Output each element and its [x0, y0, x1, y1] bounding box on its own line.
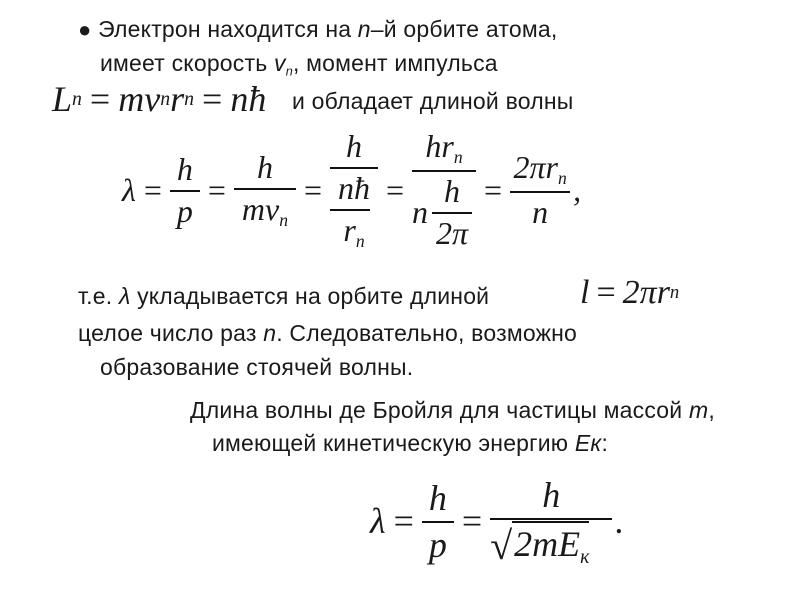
- line4-tail: укладывается на орбите длиной: [130, 283, 490, 309]
- den-2pi: 2π: [436, 215, 469, 252]
- f-L-sub: n: [72, 87, 82, 110]
- line-7: [190, 397, 715, 424]
- line-3-text: и обладает длиной волны: [292, 88, 574, 114]
- frac-h-mv: [234, 149, 296, 231]
- line2-sub: n: [285, 64, 293, 79]
- db-lambda: λ: [370, 501, 386, 542]
- comma: ,: [573, 171, 582, 208]
- inner-hbar: ħ: [354, 170, 370, 206]
- line5-text: целое число раз: [78, 320, 264, 346]
- eq-c: =: [303, 171, 322, 208]
- eq-b: =: [207, 171, 226, 208]
- den-v-sub: n: [279, 210, 288, 231]
- angular-momentum-formula: [52, 78, 266, 120]
- db-k: к: [580, 545, 590, 568]
- l-r-sub: n: [669, 282, 680, 303]
- inner-frac: [330, 170, 378, 252]
- num-r5: r: [545, 149, 558, 185]
- f-r-sub: n: [184, 87, 195, 110]
- line2-tail: , момент импульса: [292, 50, 498, 76]
- num-r4: r: [441, 128, 454, 164]
- db-h2: h: [542, 475, 561, 515]
- num-r5-sub: n: [557, 168, 567, 189]
- den-p: p: [176, 192, 193, 229]
- db-frac-sqrt: [490, 474, 612, 569]
- num-h2: h: [256, 149, 273, 185]
- lambda-symbol: λ: [122, 171, 136, 208]
- db-frac-h-p: [422, 477, 454, 566]
- line-6: образование стоячей волны.: [100, 354, 414, 380]
- num-h: h: [176, 150, 193, 187]
- den-n5: n: [532, 194, 549, 231]
- num-h3: h: [346, 128, 362, 164]
- l-2pi: 2π: [622, 274, 657, 311]
- eq-d: =: [386, 171, 405, 208]
- f-L: L: [52, 79, 73, 119]
- db-eq1: =: [393, 501, 414, 542]
- db-p: p: [428, 524, 447, 565]
- line-2: [100, 50, 498, 78]
- line4-lambda: λ: [118, 283, 131, 309]
- line-8: [212, 430, 608, 457]
- f-eq1: =: [89, 79, 111, 119]
- line7-tail: ,: [708, 397, 715, 423]
- eq-a: =: [143, 171, 162, 208]
- f-eq2: =: [202, 79, 223, 119]
- line-4: [78, 283, 489, 310]
- den-m: m: [241, 191, 265, 227]
- wavelength-chain-formula: [122, 128, 581, 252]
- db-h: h: [428, 477, 447, 518]
- line8-tail: :: [601, 430, 609, 456]
- inner-r-sub: n: [355, 231, 365, 252]
- l-eq: =: [596, 274, 616, 311]
- line5-tail: . Следовательно, возможно: [276, 320, 578, 346]
- db-period: .: [615, 501, 625, 542]
- eq-e: =: [484, 171, 503, 208]
- line1-text: Электрон находится на: [98, 16, 358, 42]
- frac-h-nhbar-r: [330, 128, 378, 252]
- db-eq2: =: [461, 501, 483, 542]
- bullet-icon: ●: [78, 17, 92, 42]
- f-v-sub: n: [160, 87, 171, 110]
- inner-n: n: [338, 170, 354, 206]
- db-2mE: 2mE: [514, 524, 581, 564]
- line8-text: имеющей кинетическую энергию: [212, 430, 575, 456]
- frac-hr-n-h-2pi: [412, 128, 476, 252]
- frac-h-p: [170, 151, 200, 230]
- f-hbar: ħ: [248, 79, 267, 119]
- line4-text: т.е.: [78, 283, 119, 309]
- num-r4-sub: n: [453, 147, 463, 168]
- l-r: r: [656, 274, 670, 311]
- f-m: m: [118, 79, 145, 119]
- line-5: [78, 320, 577, 347]
- frac-2pir-n: [510, 149, 570, 231]
- line8-ek: Ек: [574, 430, 602, 456]
- line2-text: имеет скорость: [100, 50, 275, 76]
- den-n4: n: [412, 194, 429, 231]
- den-h4: h: [444, 173, 461, 210]
- line1-n: n: [357, 16, 371, 42]
- de-broglie-formula: [370, 474, 624, 569]
- num-2pi: 2π: [513, 149, 546, 185]
- f-r: r: [170, 79, 185, 119]
- line5-n: n: [263, 320, 277, 346]
- line7-text: Длина волны де Бройля для частицы массой: [190, 397, 689, 423]
- f-n: n: [230, 79, 249, 119]
- f-v: v: [144, 79, 161, 119]
- line1-tail: –й орбите атома,: [370, 16, 558, 42]
- bullet-line-1: [78, 16, 557, 43]
- inner-r: r: [343, 212, 356, 248]
- sqrt-icon: √: [490, 522, 513, 568]
- den-v: v: [265, 191, 280, 227]
- line7-m: m: [688, 397, 709, 423]
- line2-v: v: [274, 50, 286, 76]
- l-symbol: l: [580, 274, 590, 311]
- num-h4: h: [425, 128, 442, 164]
- orbit-length-formula: [580, 274, 679, 312]
